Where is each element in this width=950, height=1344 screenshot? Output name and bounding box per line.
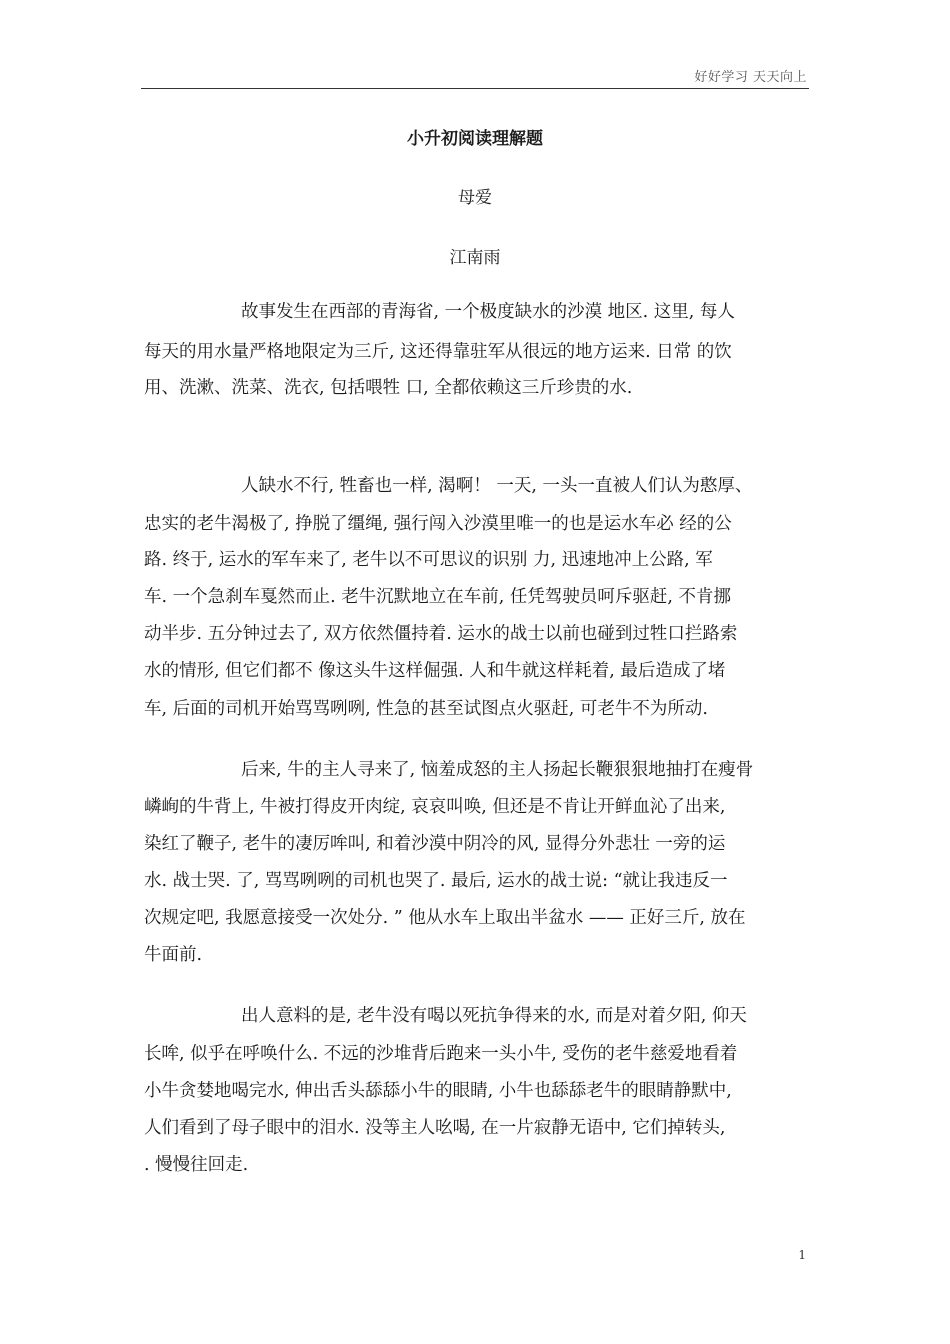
paragraph-1-line-1: 故事发生在西部的青海省, 一个极度缺水的沙漠 地区. 这里, 每人 bbox=[241, 302, 735, 322]
paragraph-2-line-6: 水的情形, 但它们都不 像这头牛这样倔强. 人和牛就这样耗着, 最后造成了堵 bbox=[144, 661, 726, 681]
paragraph-3-line-2: 嶙峋的牛背上, 牛被打得皮开肉绽, 哀哀叫唤, 但还是不肯让开鲜血沁了出来, bbox=[144, 797, 726, 817]
paragraph-2-line-7: 车, 后面的司机开始骂骂咧咧, 性急的甚至试图点火驱赶, 可老牛不为所动. bbox=[144, 699, 708, 719]
paragraph-1-line-2: 每天的用水量严格地限定为三斤, 这还得靠驻军从很远的地方运来. 日常 的饮 bbox=[144, 342, 732, 362]
paragraph-4-line-3: 小牛贪婪地喝完水, 伸出舌头舔舔小牛的眼睛, 小牛也舔舔老牛的眼睛静默中, bbox=[144, 1081, 732, 1101]
paragraph-4-line-5: . 慢慢往回走. bbox=[144, 1155, 249, 1175]
paragraph-3-line-1: 后来, 牛的主人寻来了, 恼羞成怒的主人扬起长鞭狠狠地抽打在瘦骨 bbox=[241, 760, 754, 780]
paragraph-2-line-5: 动半步. 五分钟过去了, 双方依然僵持着. 运水的战士以前也碰到过牲口拦路索 bbox=[144, 624, 738, 644]
paragraph-1-line-3: 用、洗漱、洗菜、洗衣, 包括喂牲 口, 全都依赖这三斤珍贵的水. bbox=[144, 378, 633, 398]
paragraph-2-line-3: 路. 终于, 运水的军车来了, 老牛以不可思议的识别 力, 迅速地冲上公路, 军 bbox=[144, 550, 713, 570]
paragraph-2-line-1: 人缺水不行, 牲畜也一样, 渴啊！ 一天, 一头一直被人们认为憨厚、 bbox=[241, 476, 753, 496]
header-motto: 好好学习 天天向上 bbox=[694, 70, 807, 85]
paragraph-4-line-1: 出人意料的是, 老牛没有喝以死抗争得来的水, 而是对着夕阳, 仰天 bbox=[241, 1006, 747, 1026]
document-title: 小升初阅读理解题 bbox=[407, 129, 543, 149]
page-number: 1 bbox=[798, 1248, 806, 1262]
paragraph-4-line-4: 人们看到了母子眼中的泪水. 没等主人吆喝, 在一片寂静无语中, 它们掉转头, bbox=[144, 1118, 726, 1138]
article-author: 江南雨 bbox=[449, 248, 501, 268]
header-divider bbox=[141, 88, 809, 89]
paragraph-4-line-2: 长哞, 似乎在呼唤什么. 不远的沙堆背后跑来一头小牛, 受伤的老牛慈爱地看着 bbox=[144, 1044, 738, 1064]
paragraph-2-line-2: 忠实的老牛渴极了, 挣脱了缰绳, 强行闯入沙漠里唯一的也是运水车必 经的公 bbox=[144, 514, 732, 534]
paragraph-2-line-4: 车. 一个急刹车戛然而止. 老牛沉默地立在车前, 任凭驾驶员呵斥驱赶, 不肯挪 bbox=[144, 587, 731, 607]
paragraph-3-line-4: 水. 战士哭. 了, 骂骂咧咧的司机也哭了. 最后, 运水的战士说: “就让我违反一 bbox=[144, 871, 728, 891]
paragraph-3-line-6: 牛面前. bbox=[144, 945, 203, 965]
paragraph-3-line-5: 次规定吧, 我愿意接受一次处分. ” 他从水车上取出半盆水 —— 正好三斤, 放在 bbox=[144, 908, 746, 928]
paragraph-3-line-3: 染红了鞭子, 老牛的凄厉哞叫, 和着沙漠中阴冷的风, 显得分外悲壮 一旁的运 bbox=[144, 834, 726, 854]
article-title: 母爱 bbox=[458, 188, 492, 208]
